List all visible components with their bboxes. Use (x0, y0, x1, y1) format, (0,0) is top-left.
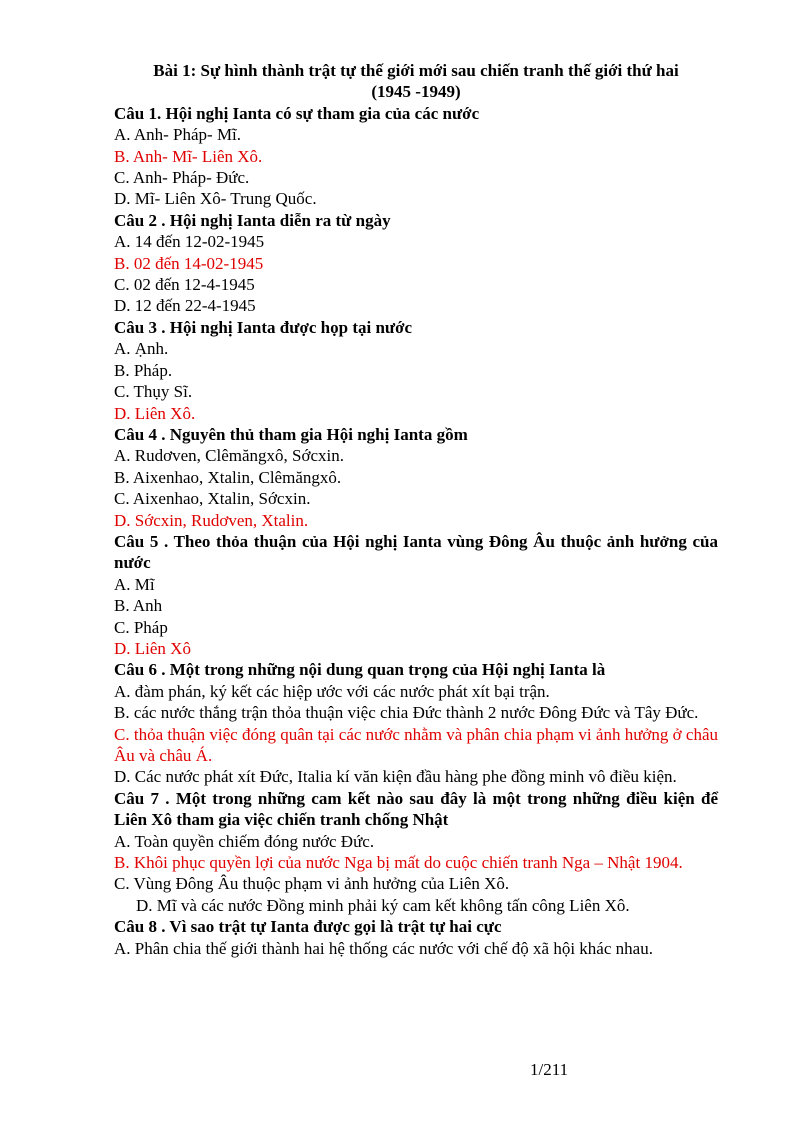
question-1: Câu 1. Hội nghị Ianta có sự tham gia của các nước (114, 103, 480, 123)
question-8: Câu 8 . Vì sao trật tự Ianta được gọi là trật tự hai cực (114, 917, 502, 937)
q7-option-a: A. Toàn quyền chiếm đóng nước Đức. (114, 831, 375, 851)
q3-option-b: B. Pháp. (114, 360, 173, 380)
q2-option-c: C. 02 đến 12-4-1945 (114, 275, 255, 295)
q6-option-c: C. thỏa thuận việc đóng quân tại các nước nhằm và phân chia phạm vi ảnh hưởng ở châu Âu và châu Á. (114, 724, 718, 765)
q1-option-b: B. Anh- Mĩ- Liên Xô. (114, 146, 263, 166)
q7-option-d: D. Mĩ và các nước Đồng minh phải ký cam kết không tấn công Liên Xô. (136, 895, 630, 915)
q8-option-a: A. Phân chia thế giới thành hai hệ thống các nước với chế độ xã hội khác nhau. (114, 938, 653, 958)
q3-option-d: D. Liên Xô. (114, 403, 196, 423)
question-7: Câu 7 . Một trong những cam kết nào sau đây là một trong những điều kiện để Liên Xô tham gia việc chiến tranh chống Nhật (114, 788, 718, 830)
q2-option-a: A. 14 đến 12-02-1945 (114, 232, 265, 252)
q1-option-c: C. Anh- Pháp- Đức. (114, 168, 250, 188)
q3-option-a: A. Ạnh. (114, 339, 169, 359)
question-2: Câu 2 . Hội nghị Ianta diễn ra từ ngày (114, 210, 391, 230)
q4-option-d: D. Sớcxin, Rudơven, Xtalin. (114, 510, 309, 530)
q1-option-d: D. Mĩ- Liên Xô- Trung Quốc. (114, 189, 317, 209)
document-page (114, 60, 718, 959)
q2-option-d: D. 12 đến 22-4-1945 (114, 296, 256, 316)
question-6: Câu 6 . Một trong những nội dung quan trọng của Hội nghị Ianta là (114, 660, 606, 680)
q5-option-b: B. Anh (114, 596, 163, 616)
q2-option-b: B. 02 đến 14-02-1945 (114, 253, 264, 273)
question-5: Câu 5 . Theo thỏa thuận của Hội nghị Ianta vùng Đông Âu thuộc ảnh hưởng của nước (114, 531, 718, 573)
title-line-2: (1945 -1949) (371, 82, 461, 102)
page-number: 1/211 (530, 1060, 569, 1079)
question-3: Câu 3 . Hội nghị Ianta được họp tại nước (114, 317, 413, 337)
q7-option-c: C. Vùng Đông Âu thuộc phạm vi ảnh hưởng của Liên Xô. (114, 874, 510, 894)
question-4: Câu 4 . Nguyên thủ tham gia Hội nghị Ianta gồm (114, 424, 468, 444)
q3-option-c: C. Thụy Sĩ. (114, 382, 193, 402)
q7-option-b: B. Khôi phục quyền lợi của nước Nga bị mất do cuộc chiến tranh Nga – Nhật 1904. (114, 853, 683, 873)
q4-option-b: B. Aixenhao, Xtalin, Clêmăngxô. (114, 467, 342, 487)
q4-option-c: C. Aixenhao, Xtalin, Sớcxin. (114, 489, 311, 509)
q1-option-a: A. Anh- Pháp- Mĩ. (114, 125, 242, 145)
title-line-1: Bài 1: Sự hình thành trật tự thế giới mới sau chiến tranh thế giới thứ hai (153, 61, 679, 80)
q6-option-a: A. đàm phán, ký kết các hiệp ước với các nước phát xít bại trận. (114, 681, 550, 701)
q5-option-d: D. Liên Xô (114, 638, 191, 658)
q6-option-d: D. Các nước phát xít Đức, Italia kí văn kiện đầu hàng phe đồng minh vô điều kiện. (114, 767, 677, 787)
q4-option-a: A. Rudơven, Clêmăngxô, Sớcxin. (114, 446, 344, 466)
q5-option-a: A. Mĩ (114, 574, 155, 594)
q6-option-b: B. các nước thắng trận thỏa thuận việc chia Đức thành 2 nước Đông Đức và Tây Đức. (114, 703, 699, 723)
q5-option-c: C. Pháp (114, 617, 168, 637)
